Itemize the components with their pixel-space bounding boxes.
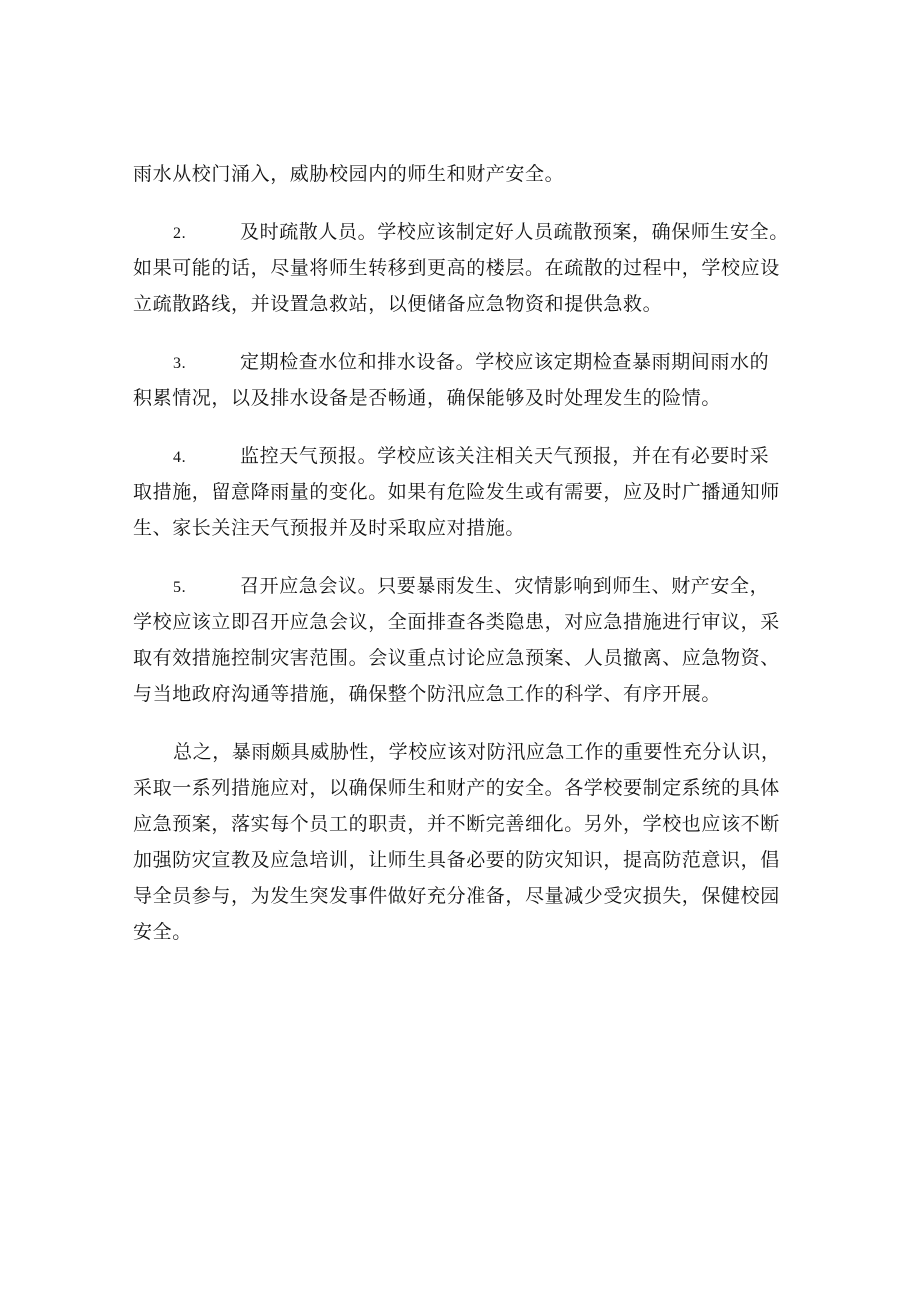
list-item-2 [133, 214, 793, 322]
list-item-5 [133, 568, 793, 712]
list-item-first-line [133, 568, 793, 604]
list-item-4 [133, 438, 793, 546]
text-line: 取措施，留意降雨量的变化。如果有危险发生或有需要，应及时广播通知师 [133, 481, 780, 503]
text-line: 积累情况，以及排水设备是否畅通，确保能够及时处理发生的险情。 [133, 387, 722, 409]
text-line: 雨水从校门涌入，威胁校园内的师生和财产安全。 [133, 163, 565, 185]
text-line: 生、家长关注天气预报并及时采取应对措施。 [133, 517, 526, 539]
list-item-first-line [133, 438, 793, 474]
text-line: 采取一系列措施应对，以确保师生和财产的安全。各学校要制定系统的具体 [133, 777, 780, 799]
text-line: 如果可能的话，尽量将师生转移到更高的楼层。在疏散的过程中，学校应设 [133, 257, 780, 279]
paragraph-fragment [133, 156, 793, 192]
text-line: 学校应该立即召开应急会议，全面排查各类隐患，对应急措施进行审议，采 [133, 611, 780, 633]
list-item-number: 3. [173, 355, 187, 372]
text-line: 取有效措施控制灾害范围。会议重点讨论应急预案、人员撤离、应急物资、 [133, 647, 780, 669]
list-item-3 [133, 344, 793, 416]
list-item-lead-text: 监控天气预报。学校应该关注相关天气预报，并在有必要时采 [240, 445, 770, 467]
text-line: 与当地政府沟通等措施，确保整个防汛应急工作的科学、有序开展。 [133, 683, 722, 705]
document-body [133, 156, 793, 950]
list-item-lead-text: 定期检查水位和排水设备。学校应该定期检查暴雨期间雨水的 [240, 351, 770, 373]
list-item-number: 4. [173, 449, 187, 466]
list-item-first-line [133, 344, 793, 380]
text-line: 导全员参与，为发生突发事件做好充分准备，尽量减少受灾损失，保健校园 [133, 885, 780, 907]
list-item-number: 5. [173, 579, 187, 596]
text-line: 加强防灾宣教及应急培训，让师生具备必要的防灾知识，提高防范意识，倡 [133, 849, 780, 871]
conclusion-paragraph [133, 734, 793, 950]
text-line: 应急预案，落实每个员工的职责，并不断完善细化。另外，学校也应该不断 [133, 813, 780, 835]
text-line: 安全。 [133, 921, 192, 943]
text-line: 立疏散路线，并设置急救站，以便储备应急物资和提供急救。 [133, 293, 663, 315]
list-item-number: 2. [173, 225, 187, 242]
conclusion-first-line: 总之，暴雨颇具威胁性，学校应该对防汛应急工作的重要性充分认识， [173, 741, 781, 763]
list-item-lead-text: 及时疏散人员。学校应该制定好人员疏散预案，确保师生安全。 [240, 221, 789, 243]
list-item-first-line [133, 214, 793, 250]
list-item-lead-text: 召开应急会议。只要暴雨发生、灾情影响到师生、财产安全， [240, 575, 770, 597]
